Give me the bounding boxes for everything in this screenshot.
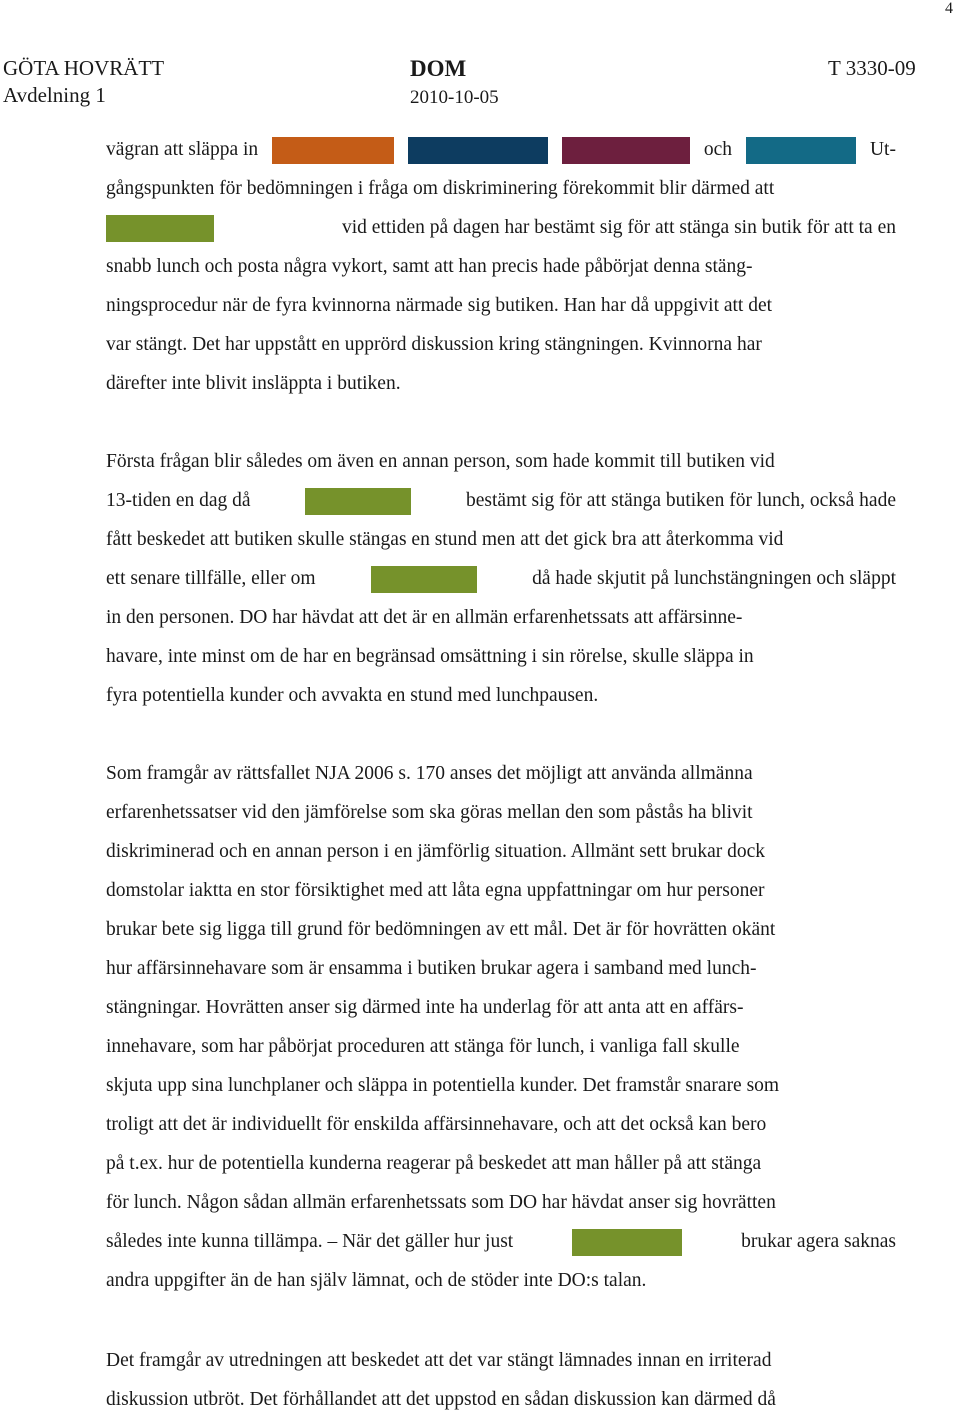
page-number: 4 [945, 0, 953, 17]
text-line [106, 1227, 896, 1257]
text-segment: 13-tiden en dag då [106, 490, 251, 511]
redaction-block [272, 137, 394, 164]
text-line: brukar bete sig ligga till grund för bedömningen av ett mål. Det är för hovrätten okänt [106, 919, 776, 940]
redaction-block [562, 137, 690, 164]
text-segment: bestämt sig för att stänga butiken för lunch, också hade [466, 490, 896, 511]
redaction-block [746, 137, 856, 164]
department: Avdelning 1 [3, 83, 106, 107]
text-line: in den personen. DO har hävdat att det är en allmän erfarenhetssats att affärsinne- [106, 607, 743, 628]
text-line: stängningar. Hovrätten anser sig därmed inte ha underlag för att anta att en affärs- [106, 997, 744, 1018]
text-line: troligt att det är individuellt för enskilda affärsinnehavare, och att det också kan bero [106, 1114, 767, 1135]
text-line: innehavare, som har påbörjat proceduren att stänga för lunch, i vanliga fall skulle [106, 1036, 740, 1057]
redaction-block [572, 1229, 682, 1256]
case-number: T 3330-09 [828, 56, 916, 80]
text-line: ningsprocedur när de fyra kvinnorna närmade sig butiken. Han har då uppgivit att det [106, 295, 773, 316]
text-line: diskussion utbröt. Det förhållandet att det uppstod en sådan diskussion kan därmed då [106, 1389, 776, 1410]
text-line: Första frågan blir således om även en annan person, som hade kommit till butiken vid [106, 451, 775, 472]
text-line: för lunch. Någon sådan allmän erfarenhetssats som DO har hävdat anser sig hovrätten [106, 1192, 776, 1213]
text-line: diskriminerad och en annan person i en jämförlig situation. Allmänt sett brukar dock [106, 841, 766, 862]
text-line: Det framgår av utredningen att beskedet att det var stängt lämnades innan en irriterad [106, 1350, 772, 1371]
text-segment: Ut- [869, 139, 896, 160]
document-date: 2010-10-05 [410, 87, 499, 108]
document-type: DOM [410, 56, 467, 81]
text-line: skjuta upp sina lunchplaner och släppa in potentiella kunder. Det framstår snarare som [106, 1075, 780, 1096]
redaction-block [371, 566, 477, 593]
text-line: var stängt. Det har uppstått en upprörd diskussion kring stängningen. Kvinnorna har [106, 334, 762, 355]
text-line [106, 135, 896, 165]
text-segment: och [703, 139, 733, 160]
text-line: andra uppgifter än de han själv lämnat, och de stöder inte DO:s talan. [106, 1270, 647, 1291]
text-line: domstolar iakttа en stor försiktighet med att låta egna uppfattningar om hur personer [106, 880, 765, 901]
text-line: havare, inte minst om de har en begränsad omsättning i sin rörelse, skulle släppa in [106, 646, 754, 667]
text-line: fyra potentiella kunder och avvakta en stund med lunchpausen. [106, 685, 599, 706]
text-line: gångspunkten för bedömningen i fråga om diskriminering förekommit blir därmed att [106, 178, 775, 199]
text-line: fått beskedet att butiken skulle stängas en stund men att det gick bra att återkomma vid [106, 529, 784, 550]
text-segment: således inte kunna tillämpa. – När det gäller hur just [106, 1231, 514, 1252]
text-line: hur affärsinnehavare som är ensamma i butiken brukar agera i samband med lunch- [106, 958, 757, 979]
text-line [106, 486, 896, 516]
text-segment: ett senare tillfälle, eller om [106, 568, 316, 589]
text-line: på t.ex. hur de potentiella kunderna reagerar på beskedet att man håller på att stänga [106, 1153, 762, 1174]
text-segment: brukar agera saknas [741, 1231, 896, 1252]
redaction-block [408, 137, 548, 164]
text-segment: vägran att släppa in [106, 139, 259, 160]
redaction-block [106, 215, 214, 242]
text-line: därefter inte blivit insläppta i butiken. [106, 373, 401, 394]
text-line: snabb lunch och posta några vykort, samt att han precis hade påbörjat denna stäng- [106, 256, 753, 277]
redaction-block [305, 488, 411, 515]
text-line: Som framgår av rättsfallet NJA 2006 s. 170 anses det möjligt att använda allmänna [106, 763, 753, 784]
text-line [106, 213, 896, 243]
court-name: GÖTA HOVRÄTT [3, 56, 165, 80]
text-segment: vid ettiden på dagen har bestämt sig för att stänga sin butik för att ta en [342, 217, 896, 238]
text-line: erfarenhetssatser vid den jämförelse som ska göras mellan den som påstås ha blivit [106, 802, 753, 823]
text-segment: då hade skjutit på lunchstängningen och släppt [532, 568, 896, 589]
text-line [106, 564, 896, 594]
